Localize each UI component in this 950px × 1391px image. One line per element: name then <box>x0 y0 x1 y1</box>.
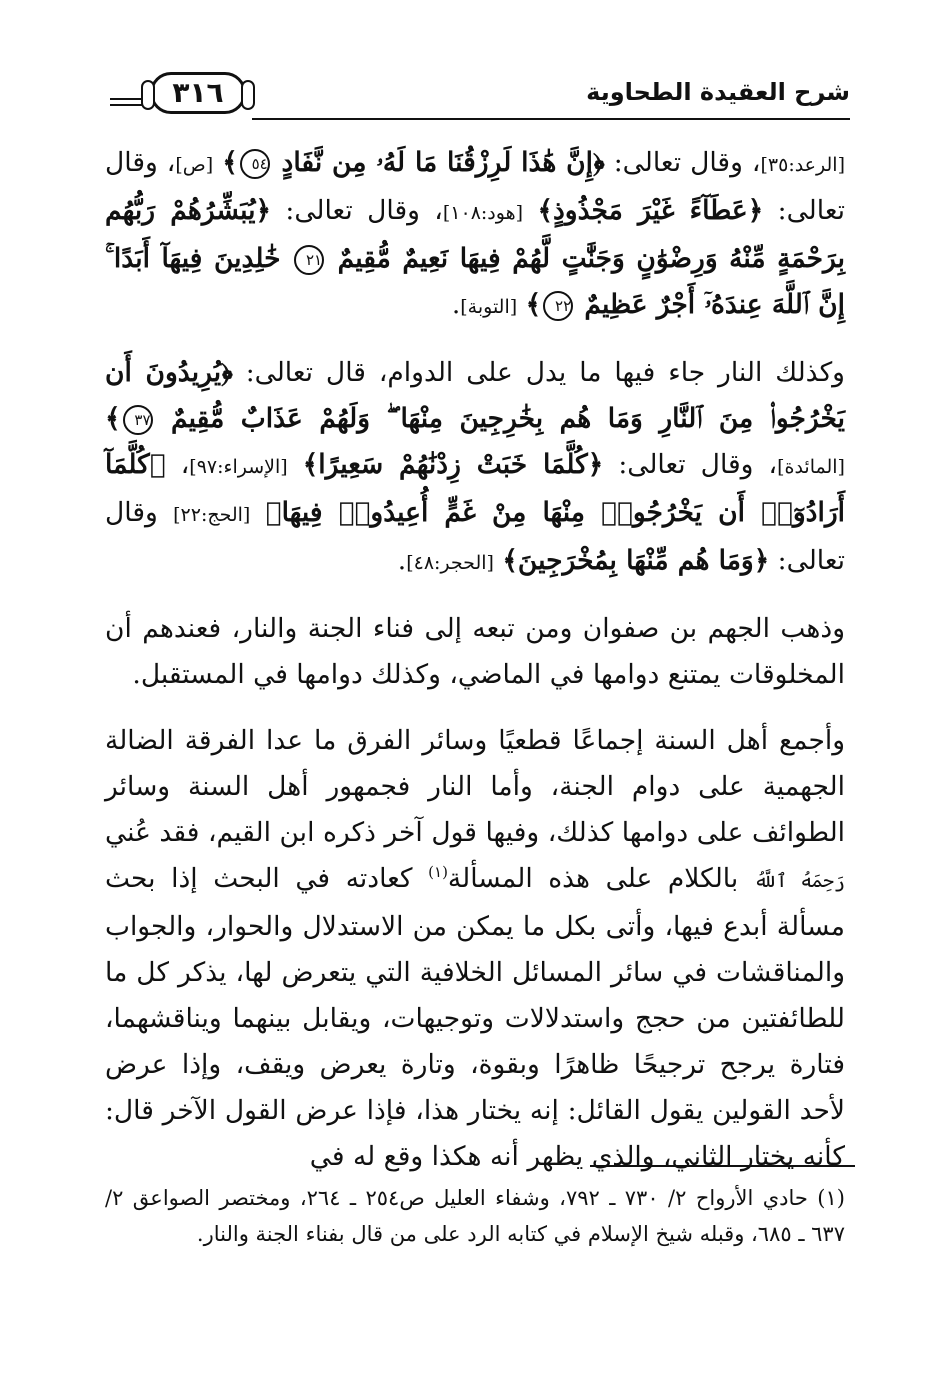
footnote-marker[interactable]: (١) <box>428 863 448 882</box>
footnote-separator <box>590 1165 855 1167</box>
page-header <box>110 70 850 130</box>
text-run: . <box>451 289 461 320</box>
quran-bracket: ﴾ <box>525 289 542 320</box>
honorific-glyph: رَحِمَهُ ٱللَّهُ <box>753 870 845 892</box>
verse-reference: [الحجر:٤٨] <box>406 552 494 574</box>
text-run: ، وقال تعالى: <box>603 449 778 480</box>
main-text <box>105 140 845 1180</box>
quran-bracket: ﴾ <box>222 147 238 178</box>
ayah-number-marker: ٢٢ <box>543 291 573 321</box>
header-rule <box>252 118 850 120</box>
quran-verse: ﴿يُبَشِّرُهُمْ رَبُّهُم بِرَحْمَةٍ مِّنْهُ وَرِضْوَٰنٍ وَجَنَّٰتٍ لَّهُمْ فِيهَا نَعِيمٌ مُّقِيمٌ <box>105 195 845 274</box>
text-run: وأجمع أهل السنة إجماعًا قطعيًا وسائر الفرق ما عدا الفرقة الضالة الجهمية على دوام الجنة، وأما النار فجمهور أهل السنة وسائر الطوائف على دوامها كذلك، وفيها قول آخر ذكره ابن القيم، فقد عُني <box>105 725 845 848</box>
quran-verse: خَٰلِدِينَ فِيهَآ أَبَدًا ۚ إِنَّ ٱللَّهَ عِندَهُۥٓ أَجْرٌ عَظِيمٌ <box>105 243 845 320</box>
paragraph-1 <box>105 140 845 330</box>
quran-verse: ﴿إِنَّ هَٰذَا لَرِزْقُنَا مَا لَهُۥ مِن نَّفَادٍ <box>271 147 605 178</box>
text-run: ، وقال تعالى: <box>271 195 443 226</box>
quran-verse: ﴿كُلَّمَآ أَرَادُوٓا۟ أَن يَخْرُجُوا۟ مِنْهَا مِنْ غَمٍّ أُعِيدُوا۟ فِيهَا﴾ <box>105 449 845 528</box>
verse-reference: [الإسراء:٩٧] <box>189 456 288 478</box>
page-number-cartouche <box>150 72 246 114</box>
quran-verse: ﴿كُلَّمَا خَبَتْ زِدْنَٰهُمْ سَعِيرًا﴾ <box>302 449 604 480</box>
text-run: ، وقال تعالى: <box>604 147 761 178</box>
footnotes <box>105 1180 845 1252</box>
text-run: بالكلام على هذه المسألة <box>447 863 754 894</box>
ayah-number-marker: ٣٧ <box>123 405 153 435</box>
paragraph-3: وذهب الجهم بن صفوان ومن تبعه إلى فناء الجنة والنار، فعندهم أن المخلوقات يمتنع دوامها في الماضي، وكذلك دوامها في المستقبل. <box>105 613 845 690</box>
running-title: شرح العقيدة الطحاوية <box>586 78 850 106</box>
quran-verse: ﴿وَمَا هُم مِّنْهَا بِمُخْرَجِينَ﴾ <box>502 545 770 576</box>
verse-reference: [الحج:٢٢] <box>173 504 251 526</box>
text-run: كعادته في البحث إذا بحث مسألة أبدع فيها، وأتى بكل ما يمكن من الاستدلال والحوار، والجواب والمناقشات في سائر المسائل الخلافية التي يتعرض لها، يذكر كل ما للطائفتين من حجج واستدلالات وتوجيهات، ويقابل بينهما ويناقشهما، فتارة يرجح ترجيحًا ظاهرًا وبقوة، وتارة يعرض ويقف، وإذا عرض لأحد القولين يقول القائل: إنه يختار هذا، فإذا عرض القول الآخر قال: كأنه يختار الثاني، والذي يظهر أنه هكذا وقع له في <box>105 863 845 1172</box>
verse-reference: [المائدة] <box>777 456 845 478</box>
text-run: وقال تعالى: <box>105 497 845 576</box>
quran-verse: ﴿يُرِيدُونَ أَن يَخْرُجُوا۟ مِنَ ٱلنَّارِ وَمَا هُم بِخَٰرِجِينَ مِنْهَا ۖ وَلَهُمْ عَذَابٌ مُّقِيمٌ <box>105 357 845 434</box>
quran-bracket: ﴾ <box>105 403 121 434</box>
text-run: وكذلك النار جاء فيها ما يدل على الدوام، قال تعالى: <box>232 357 845 388</box>
ayah-number-marker: ٥٤ <box>240 149 270 179</box>
text-run: ، <box>165 449 190 480</box>
verse-reference: [التوبة] <box>460 296 518 318</box>
footnote-1: (١) حادي الأرواح ٢/ ٧٣٠ ـ ٧٩٢، وشفاء العليل ص٢٥٤ ـ ٢٦٤، ومختصر الصواعق ٢/ ٦٣٧ ـ ٦٨٥، وقبله شيخ الإسلام في كتابه الرد على من قال بفناء الجنة والنار. <box>105 1186 845 1246</box>
text-run: . <box>397 545 407 576</box>
verse-reference: [الرعد:٣٥] <box>760 154 845 176</box>
ayah-number-marker: ٢١ <box>294 245 324 275</box>
verse-reference: [هود:١٠٨] <box>442 202 524 224</box>
paragraph-2 <box>105 350 845 586</box>
text-run: ، وقال تعالى: <box>105 147 845 226</box>
page-number: ٣١٦ <box>172 76 224 109</box>
quran-verse: ﴿عَطَآءً غَيْرَ مَجْذُوذٍ﴾ <box>537 195 764 226</box>
paragraph-4 <box>105 718 845 1180</box>
verse-reference: [ص] <box>175 154 214 176</box>
